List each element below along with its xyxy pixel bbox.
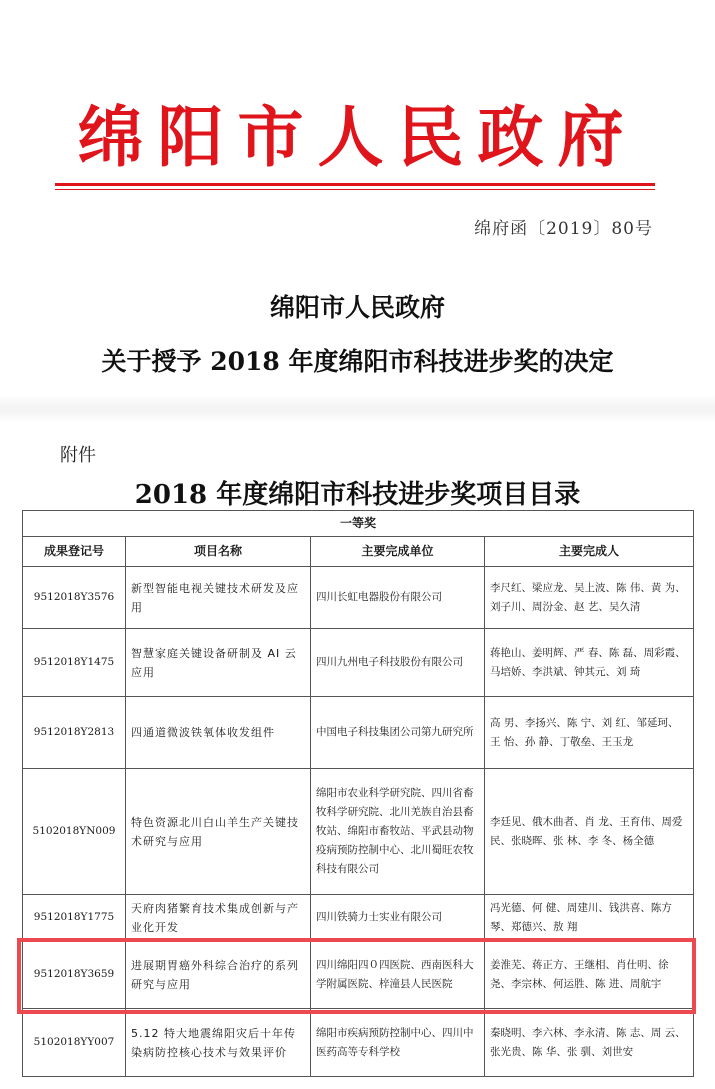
row-people: 姜淮芜、蒋正方、王继相、肖仕明、徐 尧、李宗林、何运胜、陈 进、周航宇 <box>485 941 694 1009</box>
page-bottom-margin <box>0 1083 715 1089</box>
row-people: 李尺红、梁应龙、吴上波、陈 伟、黄 为、刘子川、周汾金、赵 艺、吴久清 <box>485 567 694 629</box>
row-project: 5.12 特大地震绵阳灾后十年传染病防控核心技术与效果评价 <box>126 1009 311 1077</box>
table-row <box>23 941 694 1009</box>
table-row <box>23 895 694 941</box>
row-code: 9512018Y1475 <box>23 629 126 697</box>
row-units: 中国电子科技集团公司第九研究所 <box>311 697 485 769</box>
table-row <box>23 567 694 629</box>
column-header-people: 主要完成人 <box>485 537 694 567</box>
row-units: 四川铁骑力士实业有限公司 <box>311 895 485 941</box>
tier-label: 一等奖 <box>23 511 694 537</box>
attachment-label: 附件 <box>60 445 96 466</box>
row-code: 9512018Y3576 <box>23 567 126 629</box>
table-row <box>23 769 694 895</box>
row-units: 四川绵阳四０四医院、西南医科大学附属医院、梓潼县人民医院 <box>311 941 485 1009</box>
row-code: 9512018Y1775 <box>23 895 126 941</box>
page-divider <box>0 395 715 423</box>
row-units: 绵阳市农业科学研究院、四川省畜牧科学研究院、北川羌族自治县畜牧站、绵阳市畜牧站、平武县动物疫病预防控制中心、北川蜀旺农牧科技有限公司 <box>311 769 485 895</box>
row-code: 9512018Y3659 <box>23 941 126 1009</box>
row-code: 5102018YY007 <box>23 1009 126 1077</box>
table-row <box>23 1009 694 1077</box>
row-project: 四通道微波铁氧体收发组件 <box>126 697 311 769</box>
catalog-title: 2018 年度绵阳市科技进步奖项目目录 <box>134 480 581 510</box>
column-header-units: 主要完成单位 <box>311 537 485 567</box>
document-number: 绵府函〔2019〕80号 <box>474 219 653 239</box>
row-project: 进展期胃癌外科综合治疗的系列研究与应用 <box>126 941 311 1009</box>
tier-row <box>23 511 694 537</box>
header-title: 绵阳市人民政府 <box>77 98 638 176</box>
column-header-code: 成果登记号 <box>23 537 126 567</box>
row-project: 天府肉猪繁育技术集成创新与产业化开发 <box>126 895 311 941</box>
table-row <box>23 697 694 769</box>
row-units: 四川九州电子科技股份有限公司 <box>311 629 485 697</box>
row-units: 四川长虹电器股份有限公司 <box>311 567 485 629</box>
row-people: 蒋艳山、姜明辉、严 春、陈 磊、周彩霞、马培娇、李洪斌、钟其元、刘 琦 <box>485 629 694 697</box>
row-people: 秦晓明、李六林、李永清、陈 志、周 云、张光贵、陈 华、张 驯、刘世安 <box>485 1009 694 1077</box>
red-rule-thick <box>55 183 655 186</box>
row-people: 高 男、李扬兴、陈 宁、刘 红、邹延珂、王 怡、孙 静、丁敬垒、王玉龙 <box>485 697 694 769</box>
table-header-row <box>23 537 694 567</box>
table-row <box>23 629 694 697</box>
red-rule-thin <box>55 189 655 190</box>
document-title-line1: 绵阳市人民政府 <box>269 293 445 322</box>
column-header-project: 项目名称 <box>126 537 311 567</box>
row-project: 新型智能电视关键技术研发及应用 <box>126 567 311 629</box>
awards-table <box>22 510 694 1077</box>
row-code: 5102018YN009 <box>23 769 126 895</box>
row-people: 冯光德、何 健、周建川、钱洪喜、陈方琴、郑德兴、敖 翔 <box>485 895 694 941</box>
document-title-line2: 关于授予 2018 年度绵阳市科技进步奖的决定 <box>101 347 614 376</box>
row-units: 绵阳市疾病预防控制中心、四川中医药高等专科学校 <box>311 1009 485 1077</box>
row-project: 智慧家庭关键设备研制及 AI 云应用 <box>126 629 311 697</box>
row-code: 9512018Y2813 <box>23 697 126 769</box>
row-project: 特色资源北川白山羊生产关键技术研究与应用 <box>126 769 311 895</box>
row-people: 李廷见、俄木曲者、肖 龙、王育伟、周爱民、张晓晖、张 林、李 冬、杨全德 <box>485 769 694 895</box>
